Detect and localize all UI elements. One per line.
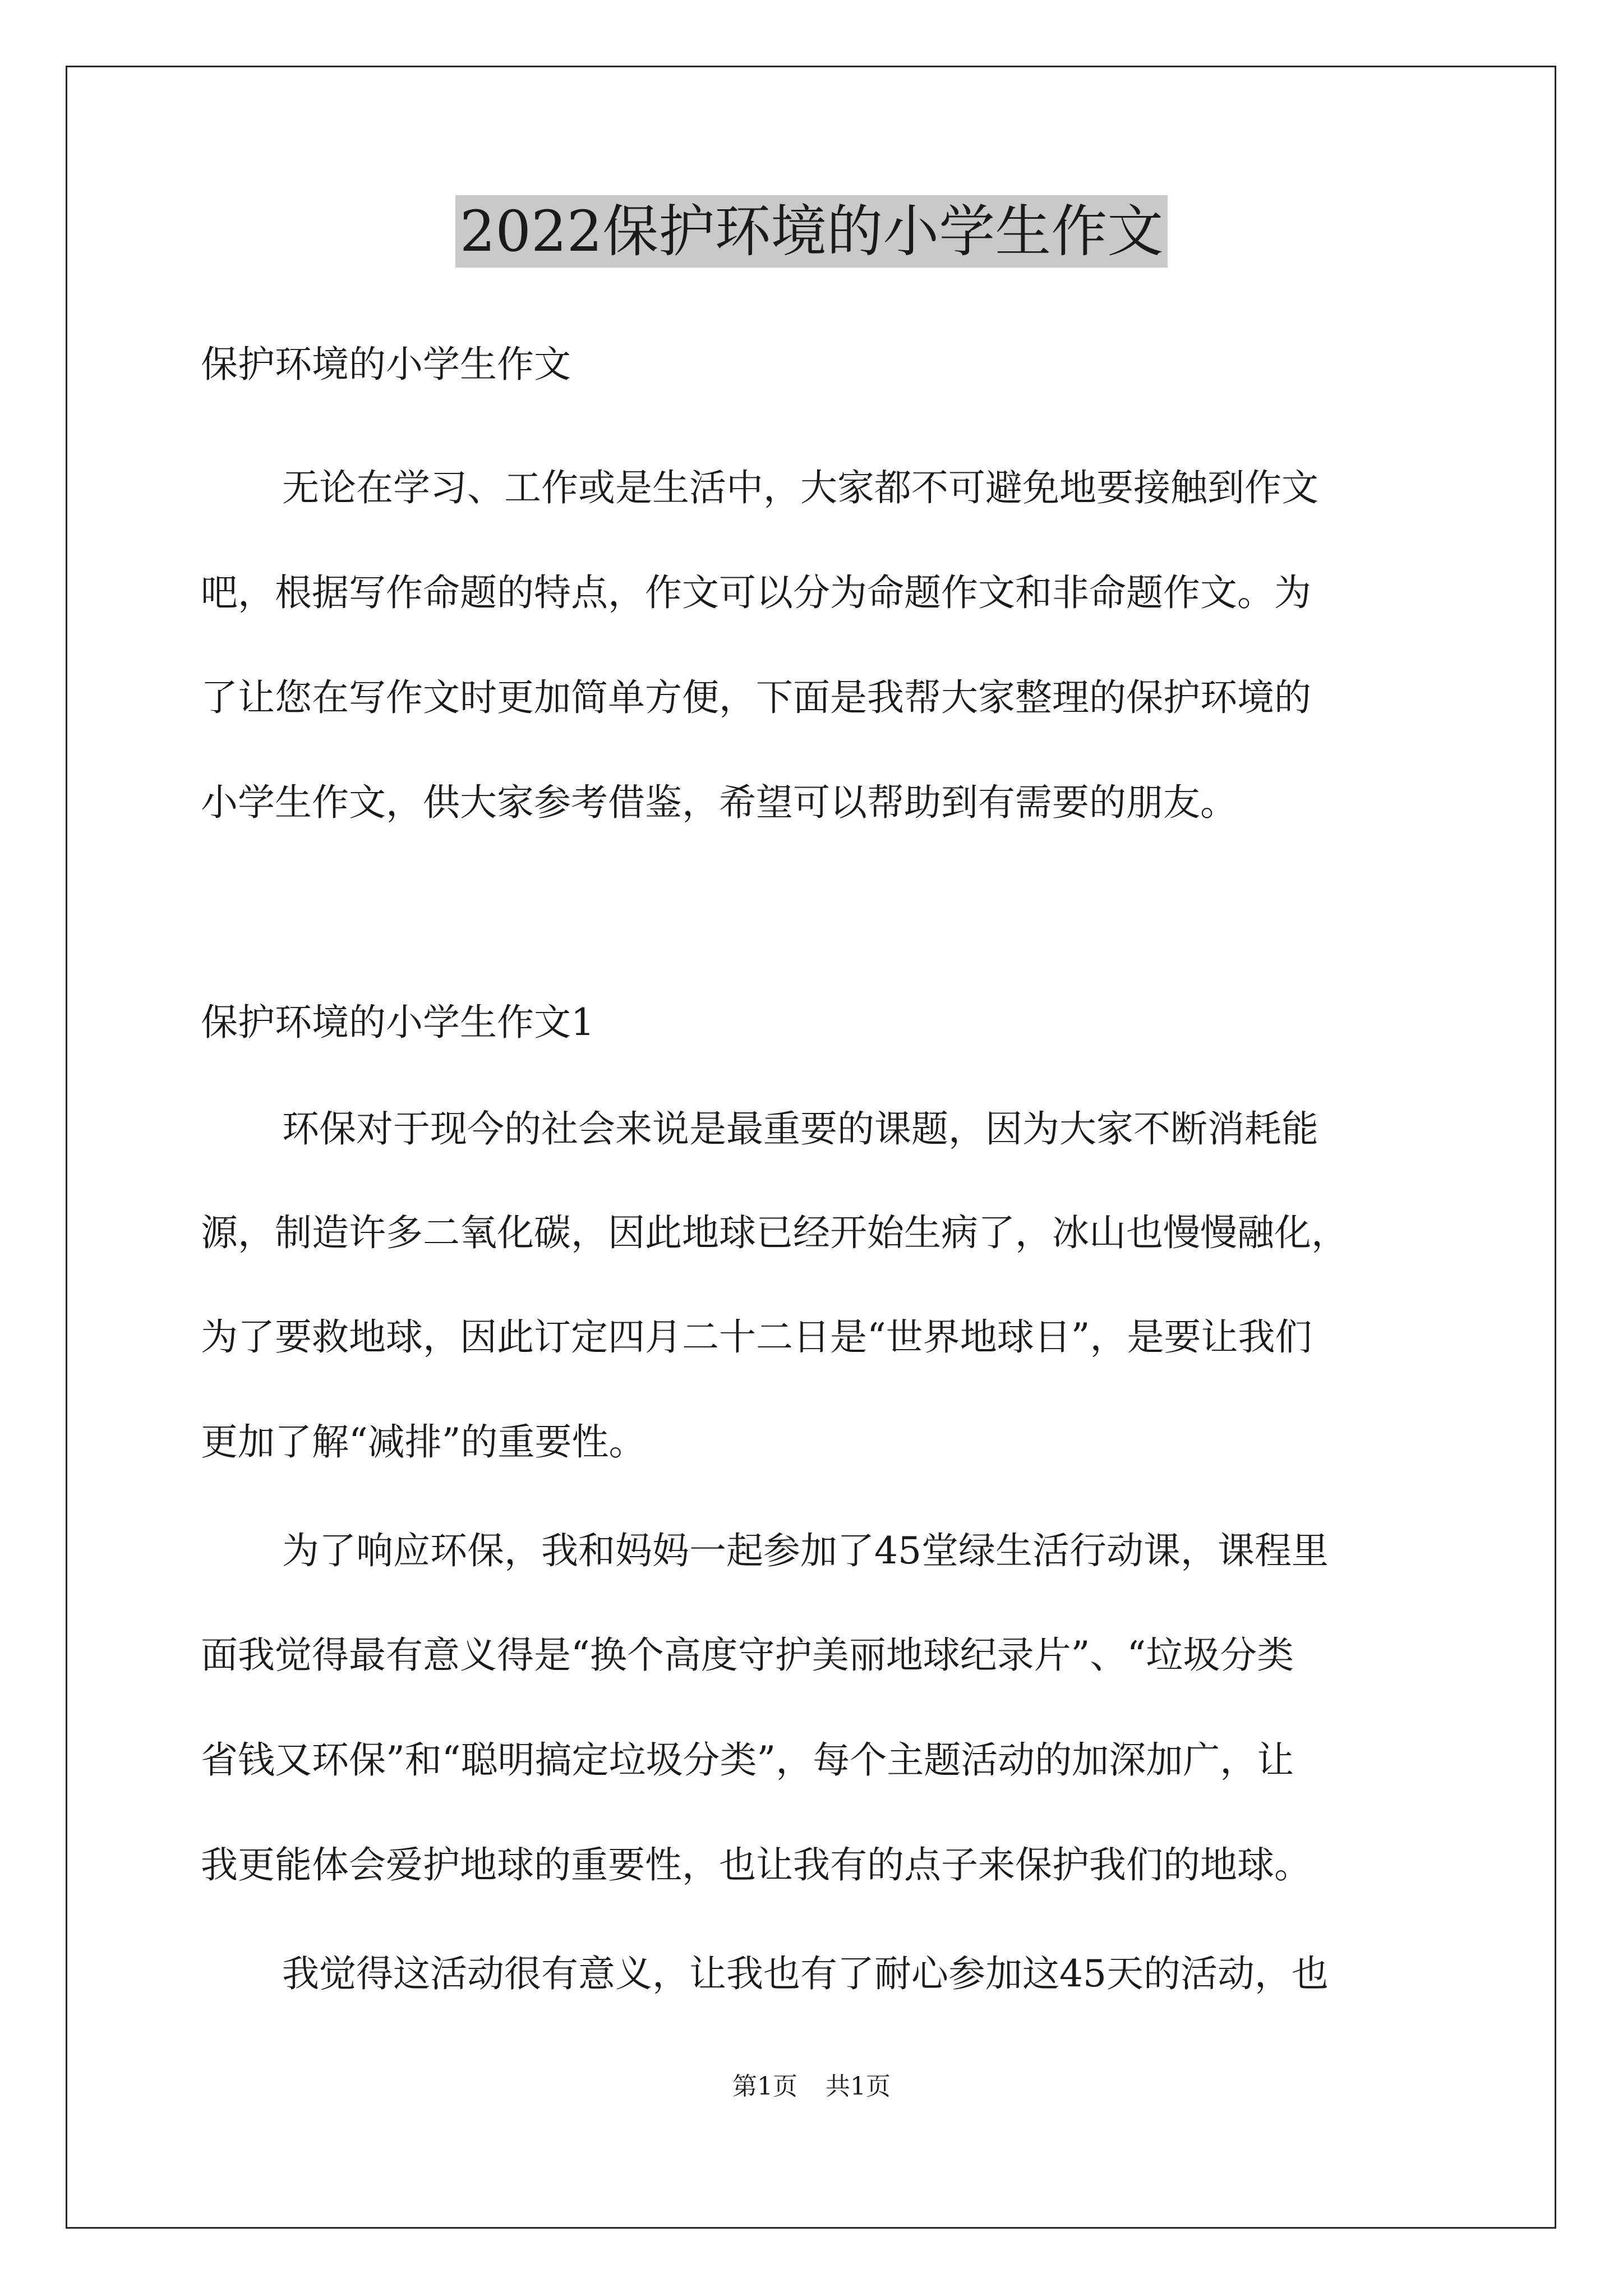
intro-line-2: 吧，根据写作命题的特点，作文可以分为命题作文和非命题作文。为: [201, 571, 1311, 614]
para1-line-4: 更加了解“减排”的重要性。: [201, 1420, 646, 1464]
para1-line-1: 环保对于现今的社会来说是最重要的课题，因为大家不断消耗能: [282, 1107, 1318, 1151]
page-footer: [0, 2070, 1623, 2104]
section-heading: 保护环境的小学生作文1: [201, 1001, 594, 1044]
intro-line-1: 无论在学习、工作或是生活中，大家都不可避免地要接触到作文: [282, 466, 1318, 509]
para2-line-1: 为了响应环保，我和妈妈一起参加了45堂绿生活行动课，课程里: [282, 1529, 1329, 1572]
page-number: 第1页: [732, 2072, 797, 2101]
para2-line-3: 省钱又环保”和“聪明搞定垃圾分类”，每个主题活动的加深加广，让: [201, 1738, 1294, 1782]
intro-line-4: 小学生作文，供大家参考借鉴，希望可以帮助到有需要的朋友。: [201, 781, 1237, 824]
intro-line-3: 了让您在写作文时更加简单方便，下面是我帮大家整理的保护环境的: [201, 676, 1311, 719]
document-title-text: 2022保护环境的小学生作文: [455, 195, 1168, 268]
page-total: 共1页: [826, 2072, 891, 2101]
para2-line-2: 面我觉得最有意义得是“换个高度守护美丽地球纪录片”、“垃圾分类: [201, 1634, 1294, 1677]
para3-line-1: 我觉得这活动很有意义，让我也有了耐心参加这45天的活动，也: [282, 1952, 1329, 1995]
document-title: [0, 195, 1623, 268]
para1-line-2: 源，制造许多二氧化碳，因此地球已经开始生病了，冰山也慢慢融化，: [201, 1211, 1348, 1254]
para2-line-4: 我更能体会爱护地球的重要性，也让我有的点子来保护我们的地球。: [201, 1843, 1311, 1887]
para1-line-3: 为了要救地球，因此订定四月二十二日是“世界地球日”，是要让我们: [201, 1315, 1312, 1359]
document-subtitle: 保护环境的小学生作文: [201, 343, 571, 386]
